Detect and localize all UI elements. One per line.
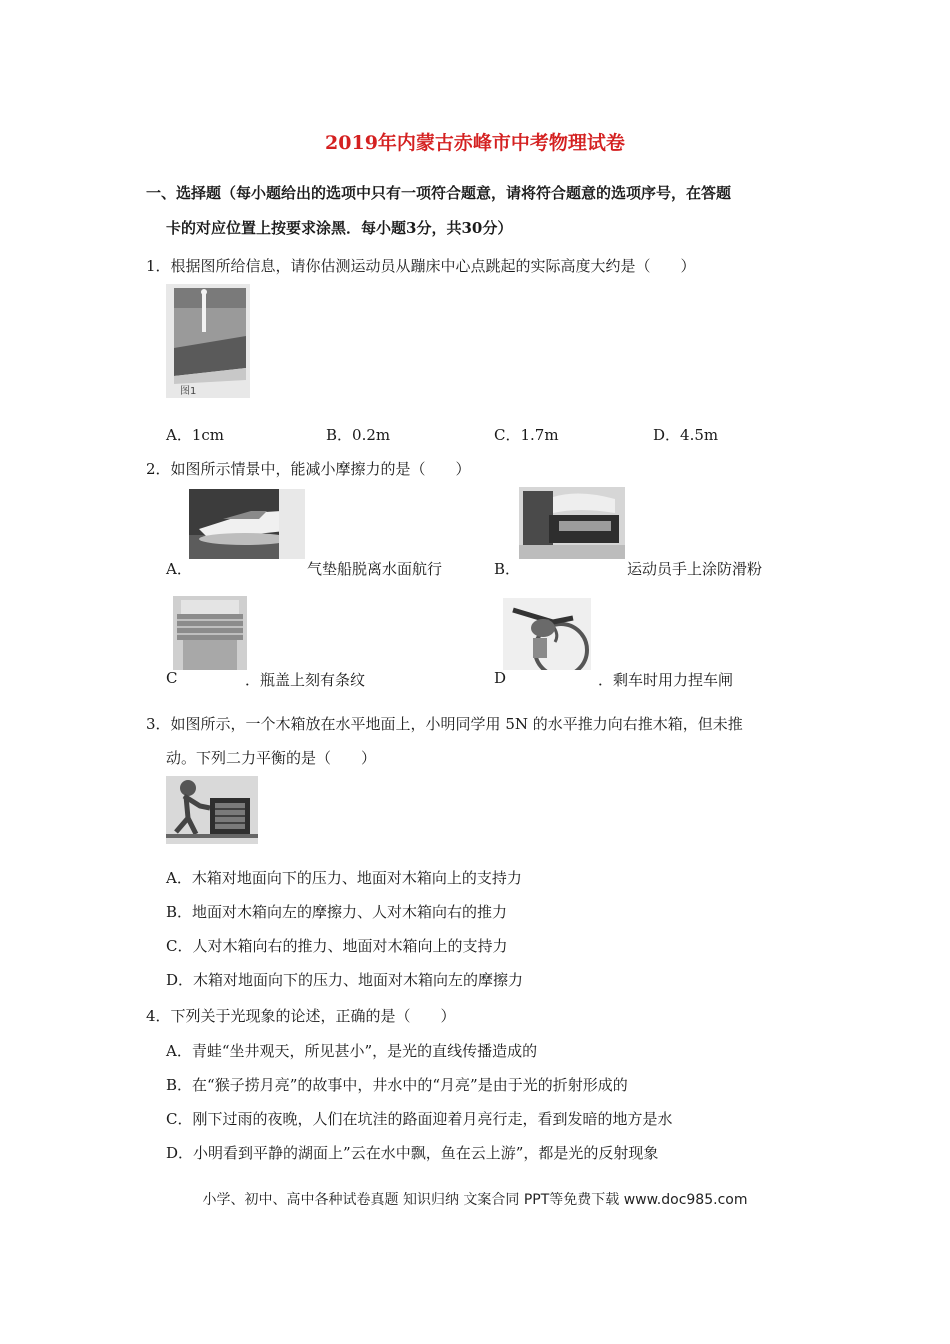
page-title: 2019年内蒙古赤峰市中考物理试卷 — [325, 132, 625, 154]
q3-option-b: B．地面对木箱向左的摩擦力、人对木箱向右的推力 — [166, 903, 508, 921]
q1-option-a: A．1cm — [166, 426, 225, 444]
q2-option-b-text: 运动员手上涂防滑粉 — [627, 560, 763, 578]
q3-stem-line1: 3．如图所示，一个木箱放在水平地面上，小明同学用 5N 的水平推力向右推木箱，但未推 — [146, 715, 743, 733]
q1-figure-caption: 图1 — [180, 386, 197, 397]
footer-text: 小学、初中、高中各种试卷真题 知识归纳 文案合同 PPT等免费下载 www.doc985.com — [202, 1192, 748, 1208]
q2-option-c-text: ．瓶盖上刻有条纹 — [245, 671, 366, 689]
q2-option-a-letter: A． — [166, 560, 192, 578]
q3-option-d: D．木箱对地面向下的压力、地面对木箱向左的摩擦力 — [166, 971, 524, 989]
q3-option-c: C．人对木箱向右的推力、地面对木箱向上的支持力 — [166, 937, 508, 955]
q1-option-d: D．4.5m — [653, 426, 719, 444]
q1-trampoline-figure — [166, 284, 250, 398]
q2-bottle-cap-figure — [173, 596, 247, 670]
q4-option-c: C．刚下过雨的夜晚，人们在坑洼的路面迎着月亮行走，看到发暗的地方是水 — [166, 1110, 673, 1128]
q2-option-a-text: 气垫船脱离水面航行 — [307, 560, 443, 578]
q2-bike-brake-figure — [503, 598, 591, 670]
q2-option-b-letter: B． — [494, 560, 521, 578]
q1-stem: 1．根据图所给信息，请你估测运动员从蹦床中心点跳起的实际高度大约是（ ） — [146, 257, 696, 275]
q1-option-b: B．0.2m — [326, 426, 391, 444]
q4-stem: 4．下列关于光现象的论述，正确的是（ ） — [146, 1007, 456, 1025]
q3-option-a: A．木箱对地面向下的压力、地面对木箱向上的支持力 — [166, 869, 522, 887]
q4-option-d: D．小明看到平静的湖面上”云在水中飘，鱼在云上游”，都是光的反射现象 — [166, 1144, 659, 1162]
q3-stem-line2: 动。下列二力平衡的是（ ） — [166, 749, 377, 767]
q4-option-b: B．在“猴子捞月亮”的故事中，井水中的“月亮”是由于光的折射形成的 — [166, 1076, 628, 1094]
section-heading-line1: 一、选择题（每小题给出的选项中只有一项符合题意，请将符合题意的选项序号，在答题 — [146, 184, 732, 202]
q2-stem: 2．如图所示情景中，能减小摩擦力的是（ ） — [146, 460, 471, 478]
q4-option-a: A．青蛙“坐井观天，所见甚小”，是光的直线传播造成的 — [166, 1042, 538, 1060]
section-heading-line2: 卡的对应位置上按要求涂黑．每小题3分，共30分） — [166, 219, 513, 237]
q1-option-c: C．1.7m — [494, 426, 559, 444]
q2-option-d-letter: D — [494, 669, 507, 687]
q2-gymnast-chalk-figure — [519, 487, 625, 559]
q2-option-d-text: ．剩车时用力捏车闸 — [598, 671, 734, 689]
q2-option-c-letter: C — [166, 669, 178, 687]
q3-push-box-figure — [166, 776, 258, 844]
q2-hovercraft-figure — [189, 489, 305, 559]
